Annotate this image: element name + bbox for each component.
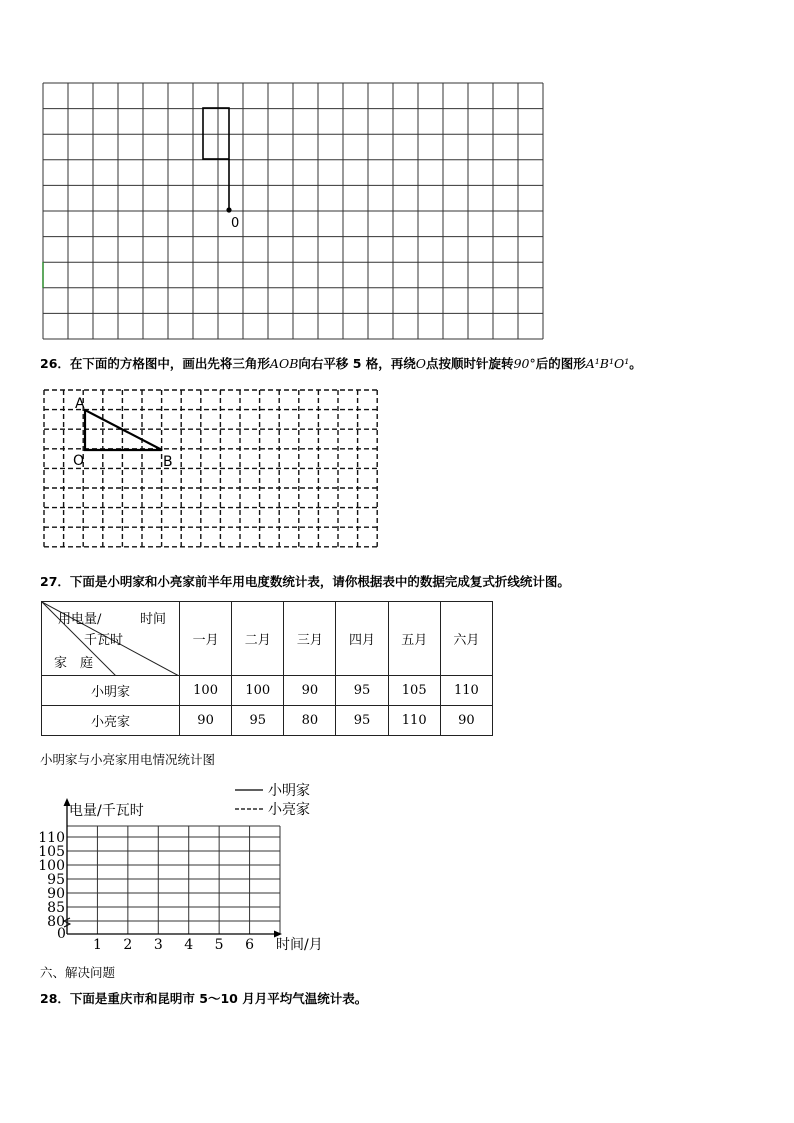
shape-name: AOB — [269, 356, 299, 371]
section-title: 六、解决问题 — [40, 965, 116, 980]
y-tick-label: 105 — [38, 844, 65, 860]
result-figure: A¹B¹O¹ — [585, 356, 630, 371]
cell-value: 80 — [284, 706, 336, 736]
point-name: O — [415, 356, 427, 371]
month-header: 四月 — [336, 602, 388, 676]
origin-label: 0 — [231, 216, 240, 231]
angle: 90° — [513, 356, 536, 371]
y-zero-label: 0 — [57, 926, 66, 942]
triangle-aob — [85, 410, 162, 450]
x-tick-label: 3 — [153, 937, 163, 953]
question-28 — [40, 989, 367, 1007]
question-number: 28． — [40, 991, 70, 1006]
question-text-c: 点按顺时针旋转 — [426, 356, 514, 371]
question-text: 下面是重庆市和昆明市 5～10 月月平均气温统计表。 — [69, 991, 368, 1006]
y-tick-label: 95 — [47, 872, 65, 888]
x-tick-label: 1 — [92, 937, 102, 953]
x-tick-label: 4 — [184, 937, 194, 953]
question-text-d: 后的图形 — [535, 356, 586, 371]
month-header: 一月 — [180, 602, 232, 676]
corner-top-right: 时间 — [140, 612, 167, 627]
cell-value: 100 — [232, 676, 284, 706]
month-header: 二月 — [232, 602, 284, 676]
dashed-grid — [40, 386, 384, 554]
cell-value: 105 — [388, 676, 440, 706]
question-27 — [40, 572, 570, 590]
y-tick-label: 90 — [47, 886, 65, 902]
label-a: A — [75, 396, 85, 412]
question-text-b: 向右平移 5 格，再绕 — [298, 356, 416, 371]
month-header: 五月 — [388, 602, 440, 676]
month-header: 六月 — [440, 602, 492, 676]
question-number: 27． — [40, 574, 70, 589]
corner-header-cell — [42, 602, 180, 676]
label-o: O — [73, 453, 85, 469]
chart-caption: 小明家与小亮家用电情况统计图 — [40, 752, 216, 767]
y-tick-label: 80 — [47, 914, 65, 930]
cell-value: 110 — [440, 676, 492, 706]
row-name: 小明家 — [42, 676, 180, 706]
figure-rectangle — [203, 108, 229, 159]
corner-bottom: 家 庭 — [54, 656, 94, 671]
x-tick-label: 5 — [214, 937, 224, 953]
cell-value: 90 — [440, 706, 492, 736]
question-text: 下面是小明家和小亮家前半年用电度数统计表，请你根据表中的数据完成复式折线统计图。 — [69, 574, 570, 589]
grid-with-figure — [40, 80, 546, 342]
legend-label: 小亮家 — [268, 802, 310, 818]
x-tick-label: 2 — [123, 937, 133, 953]
label-b: B — [163, 454, 173, 470]
point-o — [226, 207, 231, 212]
cell-value: 95 — [336, 706, 388, 736]
row-name: 小亮家 — [42, 706, 180, 736]
electricity-table — [41, 601, 493, 736]
y-axis-title: 电量/千瓦时 — [69, 803, 144, 819]
question-text-a: 在下面的方格图中，画出先将三角形 — [69, 356, 270, 371]
line-chart — [30, 780, 350, 958]
cell-value: 110 — [388, 706, 440, 736]
question-end: 。 — [629, 356, 642, 371]
x-axis-title: 时间/月 — [276, 937, 323, 953]
cell-value: 95 — [232, 706, 284, 736]
cell-value: 90 — [284, 676, 336, 706]
y-tick-label: 85 — [47, 900, 65, 916]
cell-value: 95 — [336, 676, 388, 706]
legend-label: 小明家 — [268, 783, 310, 799]
y-tick-label: 110 — [38, 830, 65, 846]
cell-value: 100 — [180, 676, 232, 706]
month-header: 三月 — [284, 602, 336, 676]
corner-top-left: 用电量/ — [58, 612, 102, 627]
x-tick-label: 6 — [245, 937, 255, 953]
question-number: 26． — [40, 356, 70, 371]
cell-value: 90 — [180, 706, 232, 736]
y-tick-label: 100 — [38, 858, 65, 874]
question-26 — [40, 354, 642, 372]
corner-mid: 千瓦时 — [84, 633, 124, 648]
